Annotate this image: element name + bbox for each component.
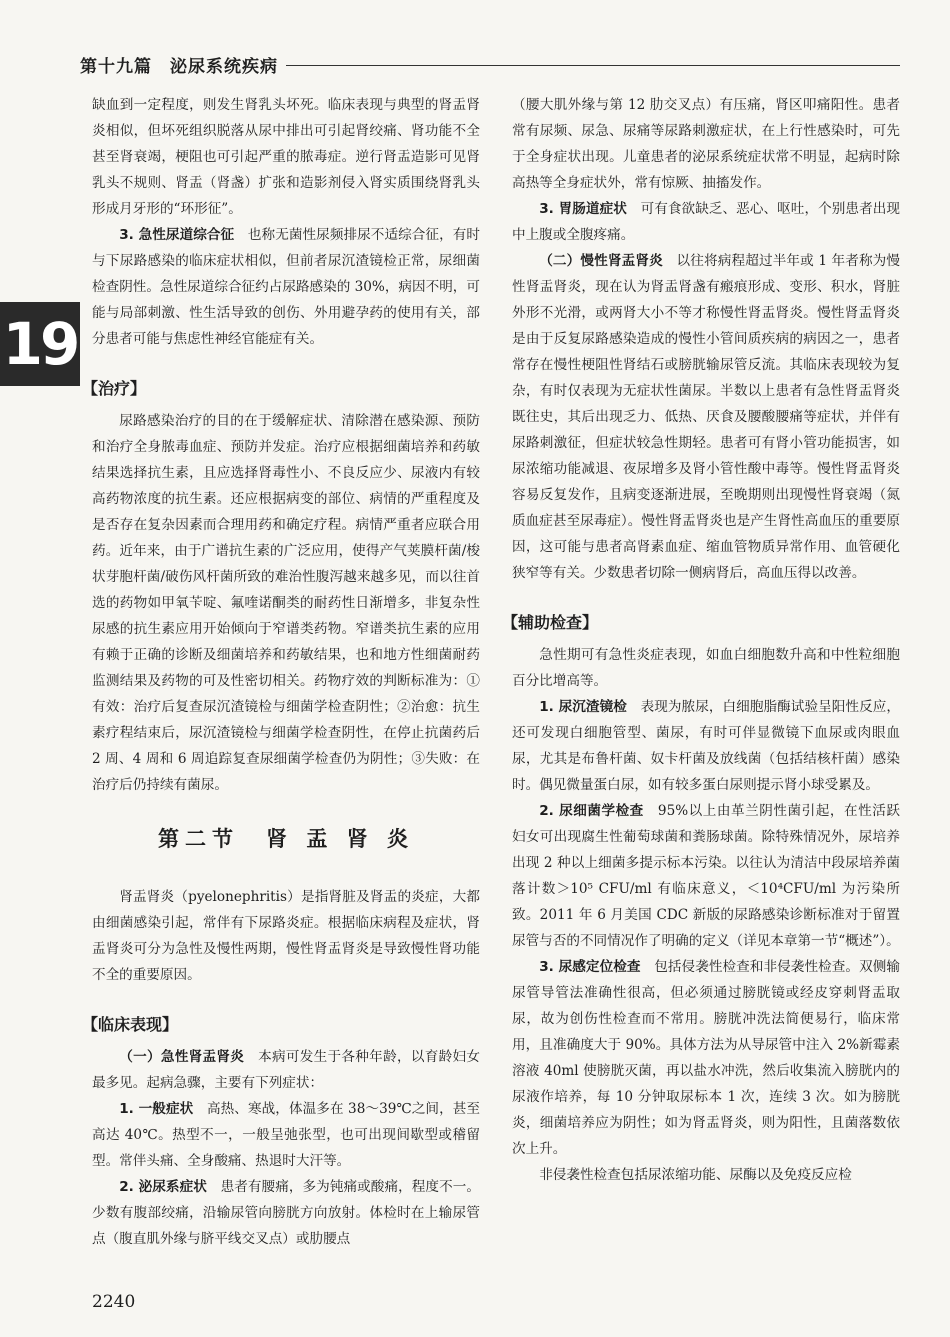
item-label: 2. 泌尿系症状 — [119, 1179, 207, 1195]
item-label: 3. 胃肠道症状 — [539, 201, 627, 217]
paragraph: 急性期可有急性炎症表现，如血白细胞数升高和中性粒细胞百分比增高等。 — [512, 647, 900, 689]
running-header-title: 第十九篇 泌尿系统疾病 — [80, 56, 278, 77]
item-text: 高热、寒战，体温多在 38～39℃之间，甚至高达 40℃。热型不一，一般呈弛张型，也可出现间歇型或稽留型。常伴头痛、全身酸痛、热退时大汗等。 — [92, 1101, 480, 1169]
heading-clinical: 【临床表现】 — [82, 1015, 179, 1034]
item-text: 95%以上由革兰阴性菌引起，在性活跃妇女可出现腐生性葡萄球菌和粪肠球菌。除特殊情况外，尿培养出现 2 种以上细菌多提示标本污染。以往认为清洁中段尿培养菌落计数＞10⁵ CFU/ml 有临床意义，＜10⁴CFU/ml 为污染所致。2011 年 6 月美国 CDC 新版的尿路感染诊断标准对于留置尿管与否的不同情况作了明确的定义（详见本章第一节“概述”）。 — [512, 803, 900, 949]
item-label: 1. 一般症状 — [119, 1101, 194, 1117]
item-text: 患者有腰痛，多为钝痛或酸痛，程度不一。少数有腹部绞痛，沿输尿管向膀胱方向放射。体检时在上输尿管点（腹直肌外缘与脐平线交叉点）或肋腰点 — [92, 1179, 481, 1247]
paragraph — [92, 222, 480, 352]
item-label: （二）慢性肾盂肾炎 — [539, 253, 663, 269]
item-label: 2. 尿细菌学检查 — [539, 803, 644, 819]
item-label: 3. 尿感定位检查 — [539, 959, 641, 975]
item-text: 本病可发生于各种年龄，以育龄妇女最多见。起病急骤，主要有下列症状： — [92, 1049, 480, 1091]
item-text: 可有食欲缺乏、恶心、呕吐，个别患者出现中上腹或全腹疼痛。 — [512, 201, 901, 243]
paragraph — [512, 798, 900, 954]
header-rule — [286, 65, 900, 66]
paragraph — [92, 1174, 480, 1252]
paragraph: 尿路感染治疗的目的在于缓解症状、清除潜在感染源、预防和治疗全身脓毒血症、预防并发症。治疗应根据细菌培养和药敏结果选择抗生素，且应选择肾毒性小、不良反应少、尿液内有较高药物浓度的抗生素。还应根据病变的部位、病情的严重程度及是否存在复杂因素而合理用药和确定疗程。病情严重者应联合用药。近年来，由于广谱抗生素的广泛应用，使得产气荚膜杆菌/梭状芽胞杆菌/破伤风杆菌所致的难治性腹泻越来越多见，而以往首选的药物如甲氧苄啶、氟喹诺酮类的耐药性日渐增多，非复杂性尿感的抗生素应用开始倾向于窄谱类药物。窄谱类抗生素的应用有赖于正确的诊断及细菌培养和药敏结果，也和地方性细菌耐药监测结果及药物的可及性密切相关。药物疗效的判断标准为：①有效：治疗后复查尿沉渣镜检与细菌学检查阴性；②治愈：抗生素疗程结束后，尿沉渣镜检与细菌学检查阴性，在停止抗菌药后 2 周、4 周和 6 周追踪复查尿细菌学检查仍为阴性；③失败：在治疗后仍持续有菌尿。 — [92, 413, 480, 793]
left-column — [82, 92, 481, 1252]
paragraph — [512, 694, 900, 798]
chapter-tab: 19 — [0, 302, 80, 386]
heading-treatment: 【治疗】 — [82, 379, 147, 398]
paragraph: 肾盂肾炎（pyelonephritis）是指肾脏及肾盂的炎症，大都由细菌感染引起，常伴有下尿路炎症。根据临床病程及症状，肾盂肾炎可分为急性及慢性两期，慢性肾盂肾炎是导致慢性肾功能不全的重要原因。 — [92, 889, 480, 983]
item-text: 包括侵袭性检查和非侵袭性检查。双侧输尿管导管法准确性很高，但必须通过膀胱镜或经皮穿刺肾盂取尿，故为创伤性检查而不常用。膀胱冲洗法简便易行，临床常用，且准确度大于 90%。具体方法为从导尿管中注入 2%新霉素溶液 40ml 使膀胱灭菌，再以盐水冲洗，然后收集流入膀胱内的尿液作培养，每 10 分钟取尿标本 1 次，连续 3 次。如为膀胱炎，细菌培养应为阴性；如为肾盂肾炎，则为阳性，且菌落数依次上升。 — [512, 959, 901, 1157]
paragraph: （腰大肌外缘与第 12 肋交叉点）有压痛，肾区叩痛阳性。患者常有尿频、尿急、尿痛等尿路刺激症状，在上行性感染时，可先于全身症状出现。儿童患者的泌尿系统症状常不明显，起病时除高热等全身症状外，常有惊厥、抽搐发作。 — [512, 97, 900, 191]
page-number: 2240 — [92, 1292, 136, 1312]
item-label: 1. 尿沉渣镜检 — [539, 699, 627, 715]
right-column — [502, 92, 901, 1188]
running-header — [80, 50, 900, 78]
paragraph — [92, 1044, 480, 1096]
paragraph — [512, 196, 900, 248]
item-text: 也称无菌性尿频排尿不适综合征，有时与下尿路感染的临床症状相似，但前者尿沉渣镜检正常，尿细菌检查阴性。急性尿道综合征约占尿路感染的 30%，病因不明，可能与局部刺激、性生活导致的创伤、外用避孕药的使用有关，部分患者可能与焦虑性神经官能症有关。 — [92, 227, 480, 347]
heading-auxiliary-exam: 【辅助检查】 — [502, 613, 599, 632]
paragraph — [512, 954, 900, 1162]
item-label: 3. 急性尿道综合征 — [119, 227, 235, 243]
paragraph — [92, 1096, 480, 1174]
item-label: （一）急性肾盂肾炎 — [119, 1049, 245, 1065]
paragraph — [512, 248, 900, 586]
item-text: 表现为脓尿，白细胞脂酶试验呈阳性反应，还可发现白细胞管型、菌尿，有时可伴显微镜下血尿或肉眼血尿，尤其是布鲁杆菌、奴卡杆菌及放线菌（包括结核杆菌）感染时。偶见微量蛋白尿，如有较多蛋白尿则提示肾小球受累及。 — [512, 699, 901, 793]
paragraph: 缺血到一定程度，则发生肾乳头坏死。临床表现与典型的肾盂肾炎相似，但坏死组织脱落从尿中排出可引起肾绞痛、肾功能不全甚至肾衰竭，梗阻也可引起严重的脓毒症。逆行肾盂造影可见肾乳头不规则、肾盂（肾盏）扩张和造影剂侵入肾实质围绕肾乳头形成月牙形的“环形征”。 — [92, 97, 480, 217]
paragraph: 非侵袭性检查包括尿浓缩功能、尿酶以及免疫反应检 — [539, 1167, 852, 1183]
item-text: 以往将病程超过半年或 1 年者称为慢性肾盂肾炎，现在认为肾盂肾盏有瘢痕形成、变形、积水，肾脏外形不光滑，或两肾大小不等才称慢性肾盂肾炎。慢性肾盂肾炎是由于反复尿路感染造成的慢性小管间质疾病的病因之一，患者常存在慢性梗阻性肾结石或膀胱输尿管反流。其临床表现较为复杂，有时仅表现为无症状性菌尿。半数以上患者有急性肾盂肾炎既往史，其后出现乏力、低热、厌食及腰酸腰痛等症状，并伴有尿路刺激征，但症状较急性期轻。患者可有肾小管功能损害，如尿浓缩功能减退、夜尿增多及肾小管性酸中毒等。慢性肾盂肾炎容易反复发作，且病变逐渐进展，至晚期则出现慢性肾衰竭（氮质血症甚至尿毒症）。慢性肾盂肾炎也是产生肾性高血压的重要原因，这可能与患者高肾素血症、缩血管物质异常作用、血管硬化狭窄等有关。少数患者切除一侧病肾后，高血压得以改善。 — [512, 253, 901, 581]
section-title: 第二节 肾 盂 肾 炎 — [158, 827, 414, 851]
